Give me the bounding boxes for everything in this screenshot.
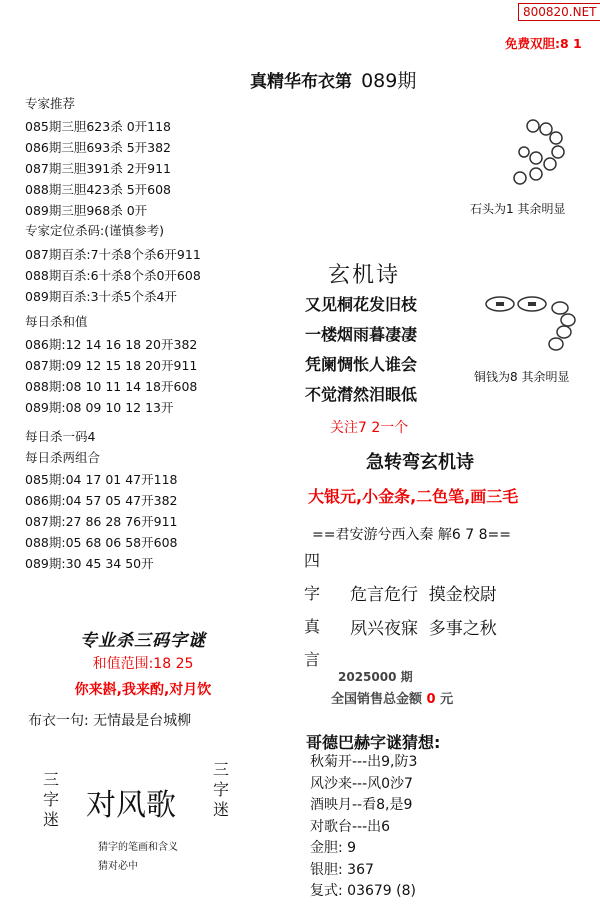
goldbach-line: 风沙来---风0沙7: [310, 775, 413, 792]
riddle-phrase: 你来斟,我来酌,对月饮: [74, 682, 212, 698]
coin-icon: [549, 338, 563, 350]
goldbach-answers: [310, 752, 417, 903]
four-char-line: 夙兴夜寐 多事之秋: [350, 619, 497, 639]
daily-two-row: 088期:05 68 06 58开608: [25, 535, 178, 550]
daily-sum-heading: 每日杀和值: [25, 314, 88, 329]
left-column: [25, 93, 275, 574]
vertical-char: 迷: [212, 800, 229, 819]
buyi-line: 布衣一句: 无情最是台城柳: [28, 713, 192, 729]
stone-icon: [530, 168, 542, 180]
title-text: 真精华布衣第: [250, 72, 352, 92]
goldbach-line: 秋菊开---出9,防3: [310, 754, 418, 770]
poem-line: 一楼烟雨暮凄凄: [305, 325, 418, 344]
expert-row: 086期三胆693杀 5开382: [25, 140, 172, 155]
label-char: 真: [304, 617, 321, 636]
sales-suffix: 元: [440, 692, 454, 707]
label-char: 字: [304, 584, 321, 603]
position-kill-heading: 专家定位杀码:(谨慎参考): [25, 223, 164, 238]
stone-icon: [550, 132, 562, 144]
riddle-title: 专业杀三码字谜: [80, 631, 206, 651]
sales-issue: 2025000 期: [338, 670, 413, 684]
riddle-box: [28, 626, 258, 699]
four-char-label: [304, 544, 324, 676]
expert-row: 089期三胆968杀 0开: [25, 203, 148, 218]
turn-line: 大银元,小金条,二色笔,画三毛: [308, 487, 519, 506]
vertical-char: 三: [42, 770, 59, 789]
page-title: [250, 66, 416, 93]
expert-heading: 专家推荐: [25, 96, 76, 111]
daily-two-row: 085期:04 17 01 47开118: [25, 472, 178, 487]
vertical-char: 字: [212, 780, 229, 799]
expert-row: 088期三胆423杀 5开608: [25, 182, 172, 197]
issue-number: 089期: [361, 70, 417, 92]
free-pick: 免费双胆:8 1: [505, 36, 582, 51]
big-word: 对风歌: [86, 788, 176, 823]
stone-icon: [530, 152, 542, 164]
goldbach-title: 哥德巴赫字谜猜想:: [306, 733, 441, 752]
daily-two-heading: 每日杀两组合: [25, 450, 101, 465]
hint-guess: 猜对必中: [98, 861, 138, 872]
vertical-char: 三: [212, 760, 229, 779]
stone-icon: [552, 146, 564, 158]
vertical-char: 字: [42, 790, 59, 809]
goldbach-line: 复式: 03679 (8): [310, 883, 416, 899]
label-char: 四: [304, 551, 321, 570]
poem-line: 不觉潸然泪眼低: [305, 385, 418, 404]
expert-row: 087期三胆391杀 2开911: [25, 161, 172, 176]
daily-sum-row: 088期:08 10 11 14 18开608: [25, 379, 198, 394]
poem-lines: [305, 290, 417, 410]
goldbach-line: 金胆: 9: [310, 840, 357, 856]
goldbach-line: 银胆: 367: [310, 861, 374, 878]
coin-icon: [557, 326, 571, 338]
position-kill-row: 088期百杀:6十杀8个杀0开608: [25, 268, 201, 283]
poem-line: 又见桐花发旧枝: [305, 295, 418, 314]
left-vertical-label: [42, 770, 60, 830]
right-vertical-label: [212, 760, 230, 820]
position-kill-row: 087期百杀:7十杀8个杀6开911: [25, 247, 201, 262]
site-badge[interactable]: 800820.NET: [518, 3, 600, 21]
coin-caption: 铜钱为8 其余明显: [474, 370, 570, 384]
coin-icon: [552, 302, 568, 314]
position-kill-row: 089期百杀:3十杀5个杀4开: [25, 289, 177, 304]
goldbach-line: 对歌台---出6: [310, 818, 391, 835]
goldbach-line: 酒映月--看8,是9: [310, 797, 413, 813]
label-char: 言: [304, 650, 321, 669]
turn-title: 急转弯玄机诗: [366, 452, 474, 473]
daily-sum-row: 086期:12 14 16 18 20开382: [25, 337, 198, 352]
daily-two-row: 086期:04 57 05 47开382: [25, 493, 178, 508]
poem-title: 玄机诗: [328, 263, 401, 288]
coin-icon: [561, 314, 575, 326]
coin-picture: [484, 292, 584, 362]
vertical-char: 迷: [42, 810, 59, 829]
hint-strokes: 猜字的笔画和含义: [98, 842, 178, 853]
daily-sum-row: 089期:08 09 10 12 13开: [25, 400, 174, 415]
sales-amount: 0: [426, 692, 436, 707]
poem-follow: 关注7 2一个: [330, 420, 409, 436]
daily-two-row: 087期:27 86 28 76开911: [25, 514, 178, 529]
stone-picture: [488, 112, 588, 192]
stone-icon: [540, 123, 552, 135]
stone-caption: 石头为1 其余明显: [470, 202, 566, 216]
stone-icon: [527, 120, 539, 132]
four-char-line: 危言危行 摸金校尉: [350, 585, 497, 605]
daily-two-row: 089期:30 45 34 50开: [25, 556, 154, 571]
stone-icon: [514, 172, 526, 184]
stone-icon: [519, 147, 529, 157]
poem-line: 凭阑惆怅人谁会: [305, 355, 418, 374]
expert-row: 085期三胆623杀 0开118: [25, 119, 172, 134]
jun-line: ==君安游兮西入秦 解6 7 8==: [312, 527, 511, 543]
stone-icon: [544, 158, 556, 170]
daily-sum-row: 087期:09 12 15 18 20开911: [25, 358, 198, 373]
daily-one-code: 每日杀一码4: [25, 429, 96, 444]
sum-range: 和值范围:18 25: [92, 656, 194, 672]
sales-total: [331, 688, 453, 707]
sales-prefix: 全国销售总金额: [331, 692, 423, 707]
